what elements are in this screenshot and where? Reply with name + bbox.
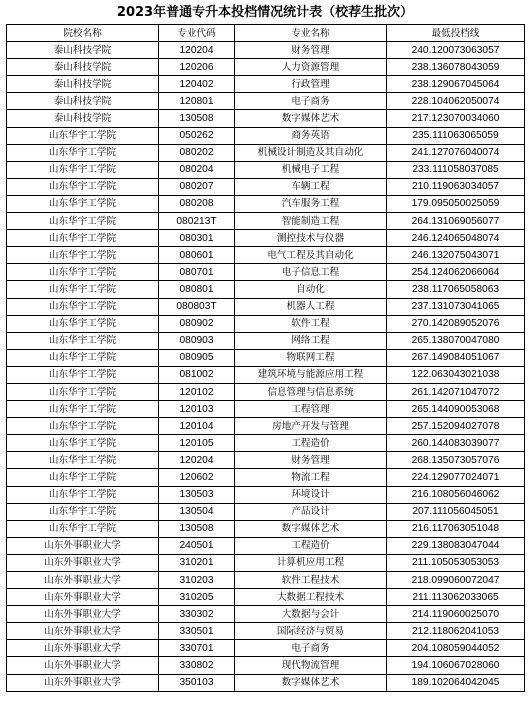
table-row [7, 195, 525, 212]
admission-table [6, 24, 525, 692]
table-row [7, 349, 525, 366]
cell-major-code: 080208 [159, 195, 235, 212]
cell-major-code: 120105 [159, 435, 235, 452]
cell-major-name: 物流工程 [235, 469, 387, 486]
cell-major-code: 310205 [159, 589, 235, 606]
table-row [7, 110, 525, 127]
table-row [7, 264, 525, 281]
cell-major-name: 智能制造工程 [235, 213, 387, 230]
cell-major-code: 050262 [159, 127, 235, 144]
cell-min-score: 241.127076040074 [387, 144, 525, 161]
table-row [7, 76, 525, 93]
cell-major-code: 120801 [159, 93, 235, 110]
cell-major-code: 130504 [159, 503, 235, 520]
cell-school-name: 山东华宇工学院 [7, 264, 159, 281]
cell-major-code: 120206 [159, 59, 235, 76]
cell-school-name: 山东外事职业大学 [7, 623, 159, 640]
cell-school-name: 山东华宇工学院 [7, 195, 159, 212]
table-row [7, 366, 525, 383]
cell-school-name: 山东华宇工学院 [7, 435, 159, 452]
cell-major-code: 130503 [159, 486, 235, 503]
table-row [7, 281, 525, 298]
cell-major-code: 080601 [159, 247, 235, 264]
cell-major-name: 车辆工程 [235, 178, 387, 195]
cell-major-name: 商务英语 [235, 127, 387, 144]
cell-school-name: 山东外事职业大学 [7, 606, 159, 623]
cell-min-score: 211.113062033065 [387, 589, 525, 606]
cell-major-name: 国际经济与贸易 [235, 623, 387, 640]
cell-min-score: 240.120073063057 [387, 42, 525, 59]
cell-min-score: 261.142071047072 [387, 383, 525, 400]
table-row [7, 572, 525, 589]
table-row [7, 469, 525, 486]
cell-major-code: 081002 [159, 366, 235, 383]
cell-major-name: 网络工程 [235, 332, 387, 349]
table-body [7, 42, 525, 692]
cell-major-code: 240501 [159, 537, 235, 554]
cell-school-name: 山东华宇工学院 [7, 298, 159, 315]
table-row [7, 537, 525, 554]
cell-major-code: 120103 [159, 401, 235, 418]
cell-min-score: 238.136078043059 [387, 59, 525, 76]
cell-min-score: 189.102064042045 [387, 674, 525, 691]
table-row [7, 503, 525, 520]
cell-school-name: 山东华宇工学院 [7, 520, 159, 537]
cell-major-code: 330501 [159, 623, 235, 640]
cell-min-score: 233.111058037085 [387, 161, 525, 178]
cell-major-name: 计算机应用工程 [235, 554, 387, 571]
cell-major-code: 080213T [159, 213, 235, 230]
cell-school-name: 泰山科技学院 [7, 42, 159, 59]
table-row [7, 161, 525, 178]
cell-school-name: 山东华宇工学院 [7, 452, 159, 469]
table-row [7, 332, 525, 349]
cell-school-name: 山东华宇工学院 [7, 230, 159, 247]
cell-major-name: 行政管理 [235, 76, 387, 93]
cell-school-name: 山东华宇工学院 [7, 127, 159, 144]
cell-school-name: 山东华宇工学院 [7, 281, 159, 298]
table-row [7, 383, 525, 400]
cell-major-name: 物联网工程 [235, 349, 387, 366]
cell-major-code: 080202 [159, 144, 235, 161]
table-row [7, 127, 525, 144]
cell-major-code: 080903 [159, 332, 235, 349]
cell-min-score: 229.138083047044 [387, 537, 525, 554]
cell-school-name: 山东华宇工学院 [7, 213, 159, 230]
cell-school-name: 山东外事职业大学 [7, 537, 159, 554]
table-row [7, 554, 525, 571]
table-row [7, 298, 525, 315]
cell-major-code: 080207 [159, 178, 235, 195]
header-school: 院校名称 [7, 25, 159, 42]
cell-min-score: 257.152094027078 [387, 418, 525, 435]
table-row [7, 486, 525, 503]
cell-school-name: 山东华宇工学院 [7, 401, 159, 418]
cell-major-name: 软件工程 [235, 315, 387, 332]
cell-major-name: 机器人工程 [235, 298, 387, 315]
cell-major-name: 软件工程技术 [235, 572, 387, 589]
cell-major-code: 330701 [159, 640, 235, 657]
cell-major-name: 建筑环境与能源应用工程 [235, 366, 387, 383]
table-row [7, 674, 525, 691]
cell-major-code: 120102 [159, 383, 235, 400]
cell-school-name: 山东外事职业大学 [7, 640, 159, 657]
cell-school-name: 泰山科技学院 [7, 110, 159, 127]
cell-min-score: 217.123070034060 [387, 110, 525, 127]
cell-min-score: 216.108056046062 [387, 486, 525, 503]
cell-school-name: 山东华宇工学院 [7, 247, 159, 264]
cell-school-name: 山东外事职业大学 [7, 657, 159, 674]
cell-major-name: 大数据工程技术 [235, 589, 387, 606]
cell-major-code: 130508 [159, 520, 235, 537]
cell-major-name: 机械设计制造及其自动化 [235, 144, 387, 161]
cell-major-name: 电子商务 [235, 640, 387, 657]
cell-school-name: 山东华宇工学院 [7, 503, 159, 520]
cell-school-name: 山东华宇工学院 [7, 161, 159, 178]
cell-school-name: 泰山科技学院 [7, 59, 159, 76]
cell-school-name: 山东华宇工学院 [7, 469, 159, 486]
cell-min-score: 264.131069056077 [387, 213, 525, 230]
table-row [7, 59, 525, 76]
cell-min-score: 254.124062066064 [387, 264, 525, 281]
cell-major-code: 330802 [159, 657, 235, 674]
cell-min-score: 224.129077024071 [387, 469, 525, 486]
cell-min-score: 194.106067028060 [387, 657, 525, 674]
table-header-row [7, 25, 525, 42]
cell-major-name: 信息管理与信息系统 [235, 383, 387, 400]
header-major-name: 专业名称 [235, 25, 387, 42]
cell-min-score: 204.108059044052 [387, 640, 525, 657]
cell-school-name: 泰山科技学院 [7, 76, 159, 93]
cell-major-name: 汽车服务工程 [235, 195, 387, 212]
cell-school-name: 山东华宇工学院 [7, 383, 159, 400]
cell-min-score: 207.111056045051 [387, 503, 525, 520]
cell-min-score: 218.099060072047 [387, 572, 525, 589]
cell-min-score: 265.144090053068 [387, 401, 525, 418]
cell-major-code: 310203 [159, 572, 235, 589]
cell-major-code: 120104 [159, 418, 235, 435]
table-row [7, 606, 525, 623]
cell-min-score: 216.117063051048 [387, 520, 525, 537]
cell-school-name: 山东华宇工学院 [7, 418, 159, 435]
cell-school-name: 山东外事职业大学 [7, 572, 159, 589]
cell-min-score: 238.129067045064 [387, 76, 525, 93]
table-row [7, 144, 525, 161]
cell-major-code: 350103 [159, 674, 235, 691]
table-row [7, 589, 525, 606]
cell-school-name: 山东外事职业大学 [7, 674, 159, 691]
cell-min-score: 210.119063034057 [387, 178, 525, 195]
cell-major-code: 130508 [159, 110, 235, 127]
cell-min-score: 238.117065058063 [387, 281, 525, 298]
cell-min-score: 179.095050025059 [387, 195, 525, 212]
cell-major-name: 财务管理 [235, 42, 387, 59]
cell-major-name: 电子商务 [235, 93, 387, 110]
cell-major-code: 080803T [159, 298, 235, 315]
cell-major-code: 330302 [159, 606, 235, 623]
cell-major-name: 工程造价 [235, 537, 387, 554]
cell-min-score: 122.063043021038 [387, 366, 525, 383]
cell-major-name: 工程管理 [235, 401, 387, 418]
table-row [7, 452, 525, 469]
cell-major-code: 120204 [159, 42, 235, 59]
cell-major-name: 房地产开发与管理 [235, 418, 387, 435]
cell-major-name: 数字媒体艺术 [235, 520, 387, 537]
table-row [7, 315, 525, 332]
cell-major-name: 电气工程及其自动化 [235, 247, 387, 264]
cell-major-code: 080801 [159, 281, 235, 298]
cell-major-code: 120204 [159, 452, 235, 469]
cell-major-name: 大数据与会计 [235, 606, 387, 623]
table-row [7, 42, 525, 59]
cell-major-name: 环境设计 [235, 486, 387, 503]
cell-min-score: 267.149084051067 [387, 349, 525, 366]
cell-major-code: 080301 [159, 230, 235, 247]
cell-min-score: 212.118062041053 [387, 623, 525, 640]
cell-school-name: 山东华宇工学院 [7, 486, 159, 503]
cell-min-score: 235.111063065059 [387, 127, 525, 144]
table-row [7, 401, 525, 418]
table-row [7, 657, 525, 674]
cell-major-name: 财务管理 [235, 452, 387, 469]
cell-major-code: 120602 [159, 469, 235, 486]
cell-major-code: 080905 [159, 349, 235, 366]
header-major-code: 专业代码 [159, 25, 235, 42]
cell-major-name: 人力资源管理 [235, 59, 387, 76]
table-row [7, 623, 525, 640]
cell-school-name: 泰山科技学院 [7, 93, 159, 110]
header-min-score: 最低投档线 [387, 25, 525, 42]
cell-major-code: 080701 [159, 264, 235, 281]
cell-min-score: 228.104062050074 [387, 93, 525, 110]
cell-min-score: 260.144083039077 [387, 435, 525, 452]
cell-min-score: 270.142089052076 [387, 315, 525, 332]
cell-min-score: 214.119060025070 [387, 606, 525, 623]
table-row [7, 640, 525, 657]
cell-min-score: 246.132075043071 [387, 247, 525, 264]
cell-school-name: 山东华宇工学院 [7, 315, 159, 332]
cell-school-name: 山东华宇工学院 [7, 332, 159, 349]
table-row [7, 247, 525, 264]
cell-major-name: 自动化 [235, 281, 387, 298]
cell-school-name: 山东华宇工学院 [7, 366, 159, 383]
table-row [7, 418, 525, 435]
cell-major-code: 120402 [159, 76, 235, 93]
cell-min-score: 268.135073057076 [387, 452, 525, 469]
cell-min-score: 265.138070047080 [387, 332, 525, 349]
cell-major-name: 测控技术与仪器 [235, 230, 387, 247]
cell-major-code: 080204 [159, 161, 235, 178]
cell-school-name: 山东华宇工学院 [7, 144, 159, 161]
cell-major-name: 工程造价 [235, 435, 387, 452]
table-row [7, 213, 525, 230]
table-row [7, 93, 525, 110]
table-row [7, 178, 525, 195]
cell-min-score: 237.131073041065 [387, 298, 525, 315]
cell-major-code: 310201 [159, 554, 235, 571]
cell-min-score: 246.124065048074 [387, 230, 525, 247]
cell-school-name: 山东外事职业大学 [7, 554, 159, 571]
cell-major-name: 现代物流管理 [235, 657, 387, 674]
table-row [7, 230, 525, 247]
cell-major-name: 数字媒体艺术 [235, 674, 387, 691]
cell-school-name: 山东外事职业大学 [7, 589, 159, 606]
page-title: 2023年普通专升本投档情况统计表（校荐生批次） [116, 5, 414, 20]
cell-major-code: 080902 [159, 315, 235, 332]
cell-min-score: 211.105053053053 [387, 554, 525, 571]
cell-major-name: 数字媒体艺术 [235, 110, 387, 127]
table-row [7, 520, 525, 537]
cell-school-name: 山东华宇工学院 [7, 178, 159, 195]
table-row [7, 435, 525, 452]
cell-major-name: 机械电子工程 [235, 161, 387, 178]
cell-major-name: 产品设计 [235, 503, 387, 520]
cell-major-name: 电子信息工程 [235, 264, 387, 281]
cell-school-name: 山东华宇工学院 [7, 349, 159, 366]
